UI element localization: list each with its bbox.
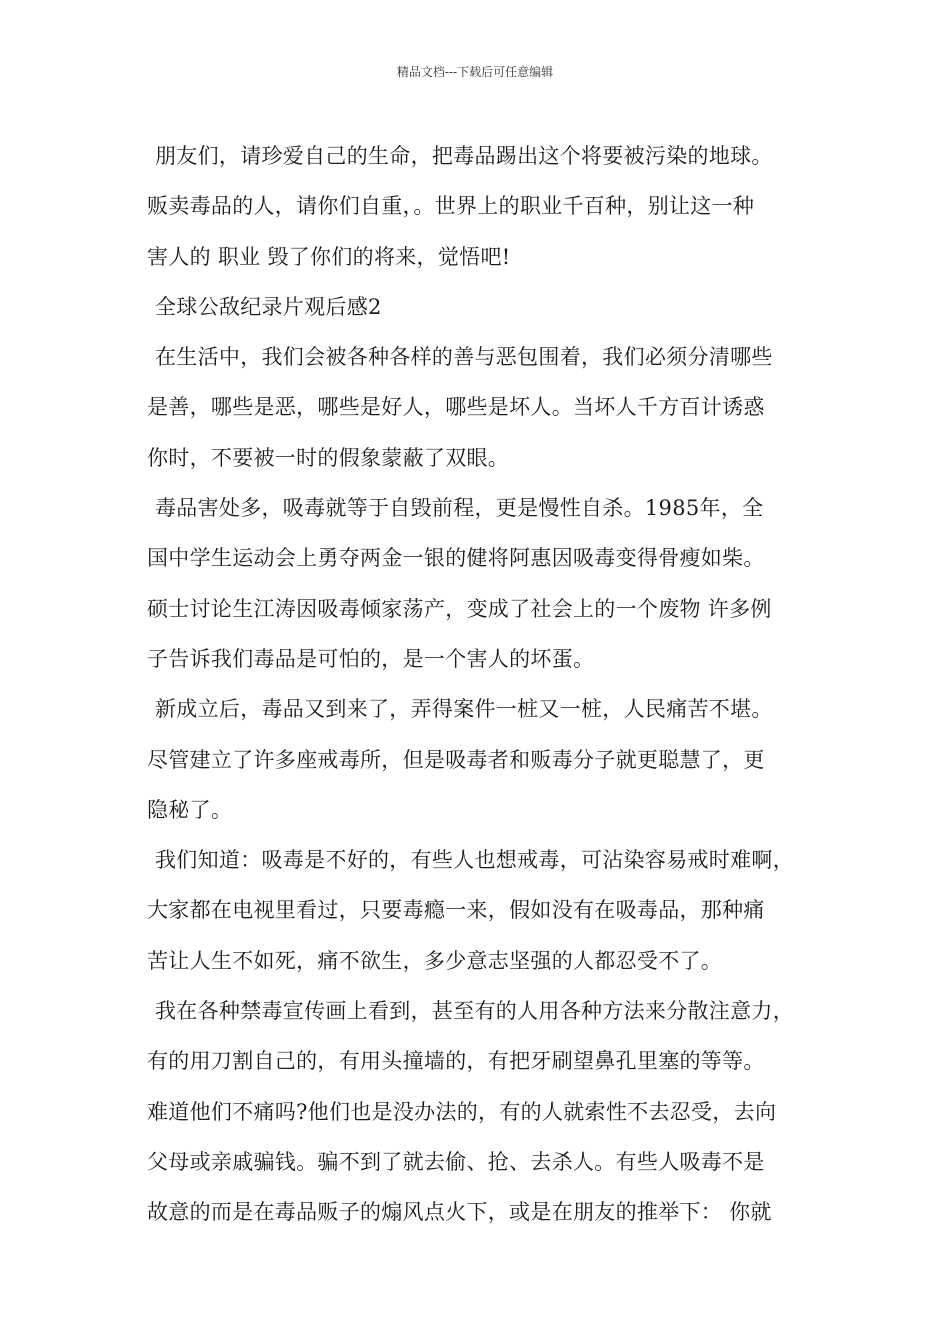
text-line: 尽管建立了许多座戒毒所，但是吸毒者和贩毒分子就更聪慧了，更 [147, 747, 765, 772]
text-line: 大家都在电视里看过，只要毒瘾一来，假如没有在吸毒品，那种痛 [147, 898, 765, 923]
text-line: 硕士讨论生江涛因吸毒倾家荡产，变成了社会上的一个废物 许多例 [147, 596, 772, 621]
text-line: 国中学生运动会上勇夺两金一银的健将阿惠因吸毒变得骨瘦如柴。 [147, 546, 765, 571]
text-line: 贩卖毒品的人，请你们自重，。世界上的职业千百种，别让这一种 [147, 194, 755, 219]
text-line: 难道他们不痛吗?他们也是没办法的，有的人就索性不去忍受，去向 [147, 1099, 777, 1124]
text-line: 朋友们，请珍爱自己的生命，把毒品踢出这个将要被污染的地球。 [155, 144, 773, 168]
text-line: 在生活中，我们会被各种各样的善与恶包围着，我们必须分清哪些 [155, 345, 773, 370]
text-line: 你时，不要被一时的假象蒙蔽了双眼。 [147, 445, 510, 470]
text-line: 我们知道：吸毒是不好的，有些人也想戒毒，可沾染容易戒时难啊， [155, 848, 794, 873]
text-line: 子告诉我们毒品是可怕的，是一个害人的坏蛋。 [147, 646, 595, 671]
text-line: 故意的而是在毒品贩子的煽风点火下，或是在朋友的推举下： 你就 [147, 1200, 772, 1225]
text-line: 全球公敌纪录片观后感2 [155, 294, 382, 319]
page-header: 精品文档---下载后可任意编辑 [396, 65, 554, 79]
text-line: 毒品害处多，吸毒就等于自毁前程，更是慢性自杀。1985年，全 [155, 496, 764, 521]
text-line: 我在各种禁毒宣传画上看到，甚至有的人用各种方法来分散注意力， [155, 999, 794, 1024]
text-line: 隐秘了。 [147, 797, 233, 822]
text-line: 害人的 职业 毁了你们的将来，觉悟吧! [147, 244, 511, 269]
text-line: 父母或亲戚骗钱。骗不到了就去偷、抢、去杀人。有些人吸毒不是 [147, 1149, 765, 1174]
text-line: 是善，哪些是恶，哪些是好人，哪些是坏人。当坏人千方百计诱惑 [147, 395, 765, 420]
text-line: 苦让人生不如死，痛不欲生，多少意志坚强的人都忍受不了。 [147, 948, 723, 973]
text-line: 新成立后，毒品又到来了，弄得案件一桩又一桩，人民痛苦不堪。 [155, 697, 773, 722]
document-body [147, 131, 817, 1238]
text-line: 有的用刀割自己的，有用头撞墙的，有把牙刷望鼻孔里塞的等等。 [147, 1049, 765, 1074]
